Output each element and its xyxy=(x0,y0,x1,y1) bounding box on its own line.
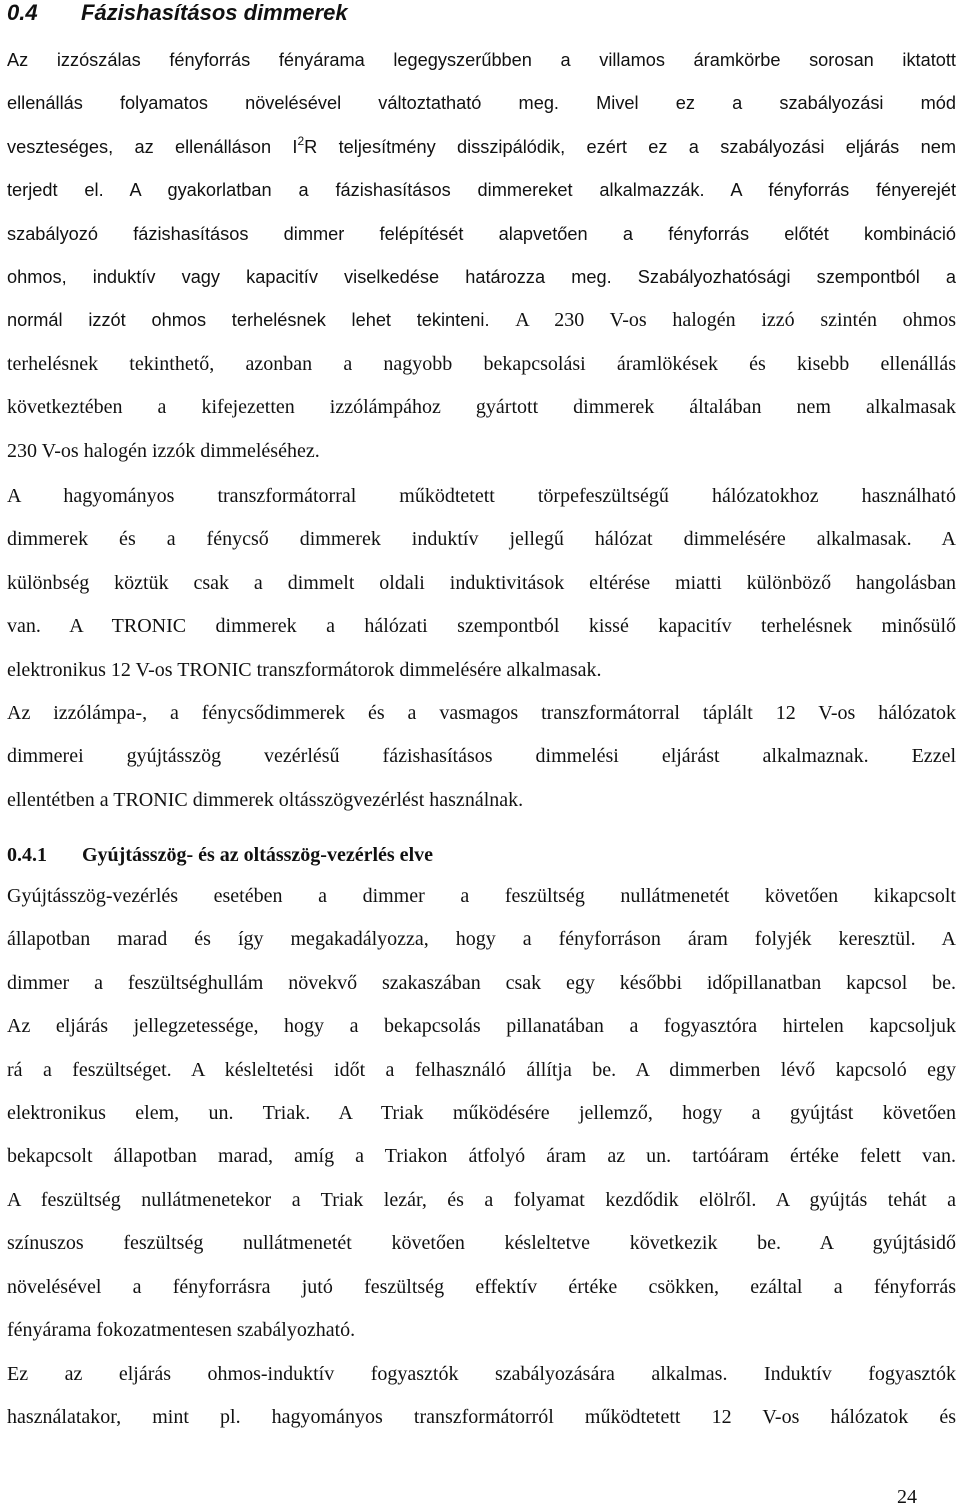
text-line: dimmerek és a fénycső dimmerek induktív jellegű hálózat dimmelésére alkalmasak. A xyxy=(7,528,956,551)
section-number: 0.4 xyxy=(7,0,38,25)
text-line: növelésével a fényforrásra jutó feszültség effektív értéke csökken, ezáltal a fényforrás xyxy=(7,1275,956,1298)
subsection-title: Gyújtásszög- és az oltásszög-vezérlés elve xyxy=(82,844,433,866)
paragraph-leading-edge xyxy=(7,875,956,1352)
text-line: bekapcsolt állapotban marad, amíg a Triakon átfolyó áram az un. tartóáram értéke felett van. xyxy=(7,1145,956,1168)
paragraph-ohmic-inductive xyxy=(7,1353,956,1440)
text-line: A hagyományos transzformátorral működtetett törpefeszültségű hálózatokhoz használható xyxy=(7,485,956,507)
subsection-number: 0.4.1 xyxy=(7,844,47,866)
paragraph-dimmer-types xyxy=(7,475,956,692)
text-line: fényárama fokozatmentesen szabályozható. xyxy=(7,1319,356,1342)
text-line: terhelésnek tekinthető, azonban a nagyobb bekapcsolási áramlökések és kisebb ellenállás xyxy=(7,352,956,375)
text-line: ellentétben a TRONIC dimmerek oltásszögvezérlést használnak. xyxy=(7,788,524,811)
text-line: dimmerei gyújtásszög vezérlésű fázishasításos dimmelési eljárást alkalmaznak. Ezzel xyxy=(7,745,956,768)
text-line: Az izzószálas fényforrás fényárama legegyszerűbben a villamos áramkörbe sorosan iktatott xyxy=(7,50,956,70)
text-line: rá a feszültséget. A késleltetési időt a felhasználó állítja be. A dimmerben lévő kapcsoló egy xyxy=(7,1058,956,1081)
text-line: elektronikus elem, un. Triak. A Triak működésére jellemző, hogy a gyújtást követően xyxy=(7,1102,956,1125)
text-line: normál izzót ohmos terhelésnek lehet tekinteni. A 230 V-os halogén izzó szintén ohmos xyxy=(7,309,957,332)
text-line: Gyújtásszög-vezérlés esetében a dimmer a feszültség nullátmenetét követően kikapcsolt xyxy=(7,885,956,907)
superscript: 2 xyxy=(297,133,305,148)
subsection-heading xyxy=(7,841,433,869)
text-line: Az izzólámpa-, a fénycsődimmerek és a vasmagos transzformátorral táplált 12 V-os hálózatok xyxy=(7,702,956,724)
section-heading xyxy=(7,0,348,26)
text-line: használatakor, mint pl. hagyományos transzformátorról működtetett 12 V-os hálózatok és xyxy=(7,1406,956,1429)
text-line: Ez az eljárás ohmos-induktív fogyasztók szabályozására alkalmas. Induktív fogyasztók xyxy=(7,1363,956,1385)
section-title: Fázishasításos dimmerek xyxy=(81,0,348,25)
text-line: A feszültség nullátmenetekor a Triak lezár, és a folyamat kezdődik elölről. A gyújtás tehát a xyxy=(7,1188,956,1211)
text-line: színuszos feszültség nullátmenetét követően késleltetve következik be. A gyújtásidő xyxy=(7,1232,956,1255)
text-line: következtében a kifejezetten izzólámpához gyártott dimmerek általában nem alkalmasak xyxy=(7,396,956,419)
page-number: 24 xyxy=(897,1486,917,1508)
intro-paragraph xyxy=(7,39,956,473)
text-line: terjedt el. A gyakorlatban a fázishasításos dimmereket alkalmazzák. A fényforrás fényerejét xyxy=(7,180,956,201)
text-line: Az eljárás jellegzetessége, hogy a bekapcsolás pillanatában a fogyasztóra hirtelen kapcsoljuk xyxy=(7,1015,956,1038)
text-line: különbség köztük csak a dimmelt oldali induktivitások eltérése miatti különböző hangolásban xyxy=(7,571,956,594)
text-line: 230 V-os halogén izzók dimmeléséhez. xyxy=(7,439,320,462)
text-line: elektronikus 12 V-os TRONIC transzformátorok dimmelésére alkalmasak. xyxy=(7,658,602,681)
text-line: állapotban marad és így megakadályozza, hogy a fényforráson áram folyjék keresztül. A xyxy=(7,928,956,951)
paragraph-phase-control xyxy=(7,692,956,822)
text-line: szabályozó fázishasításos dimmer felépítését alapvetően a fényforrás előtét kombináció xyxy=(7,223,956,244)
text-line: ellenállás folyamatos növelésével változtatható meg. Mivel ez a szabályozási mód xyxy=(7,93,956,114)
text-line: ohmos, induktív vagy kapacitív viselkedése határozza meg. Szabályozhatósági szempontból a xyxy=(7,267,956,288)
text-line: veszteséges, az ellenálláson $I^2R$ teljesítmény disszipálódik, ezért ez a szabályozási eljárás nem xyxy=(7,133,956,157)
text-line: dimmer a feszültséghullám növekvő szakaszában csak egy későbbi időpillanatban kapcsol be. xyxy=(7,971,956,994)
text-line: van. A TRONIC dimmerek a hálózati szempontból kissé kapacitív terhelésnek minősülő xyxy=(7,615,956,638)
